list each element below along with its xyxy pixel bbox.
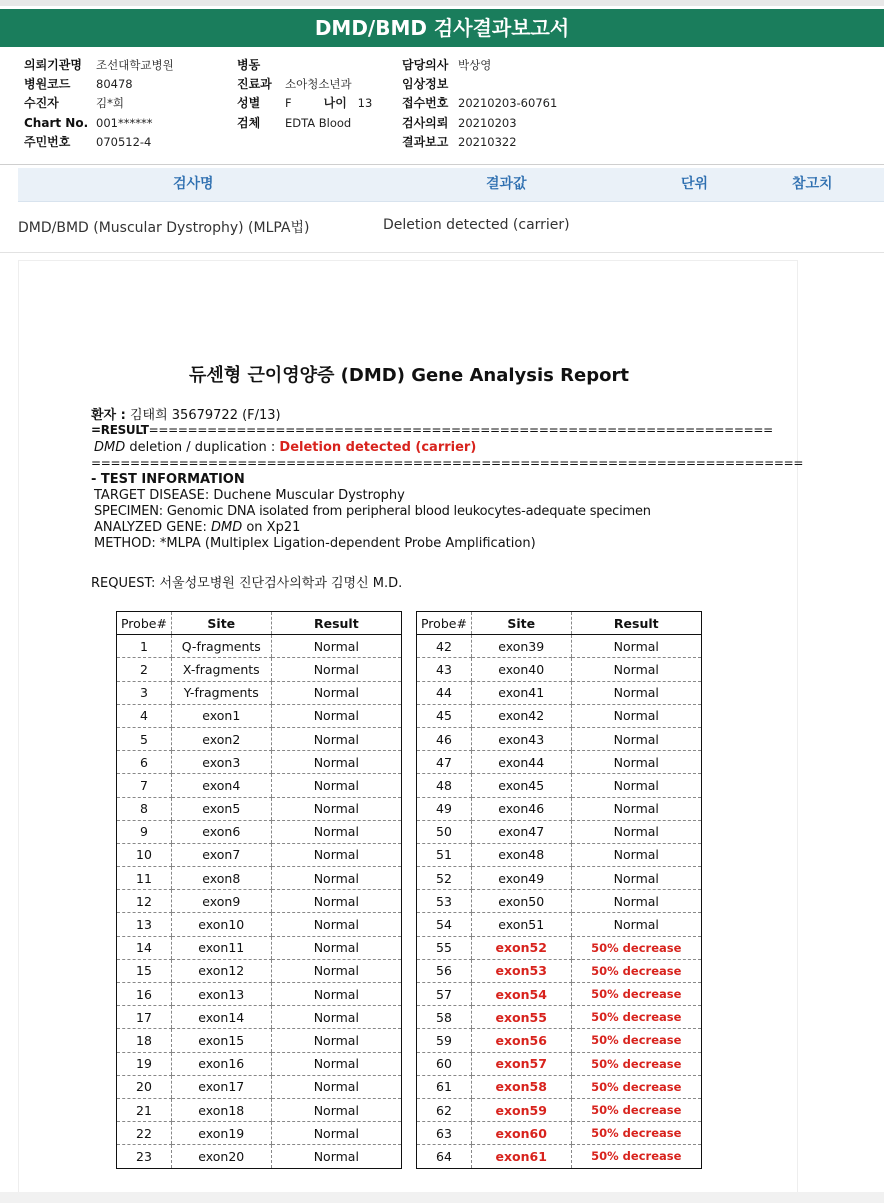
probe-number-cell: 20: [117, 1075, 172, 1098]
site-cell: exon49: [471, 867, 571, 890]
probe-number-cell: 14: [117, 936, 172, 959]
probe-number-cell: 22: [117, 1122, 172, 1145]
result-cell: Normal: [271, 681, 401, 704]
probe-number-cell: 44: [417, 681, 472, 704]
result-line: [94, 440, 476, 455]
method: METHOD: *MLPA (Multiplex Ligation-dependent Probe Amplification): [94, 536, 536, 551]
result-rule-line: [91, 423, 773, 437]
info-label: 검체: [237, 115, 261, 130]
specimen: SPECIMEN: Genomic DNA isolated from peripheral blood leukocytes-adequate specimen: [94, 504, 651, 519]
probe-row: [117, 959, 402, 982]
probe-row: [117, 913, 402, 936]
result-cell: Normal: [271, 1029, 401, 1052]
probe-number-cell: 59: [417, 1029, 472, 1052]
result-cell: 50% decrease: [571, 983, 701, 1006]
probe-number-cell: 53: [417, 890, 472, 913]
result-cell: 50% decrease: [571, 1075, 701, 1098]
site-cell: exon47: [471, 820, 571, 843]
site-cell: exon45: [471, 774, 571, 797]
site-cell: exon15: [171, 1029, 271, 1052]
divider: [0, 252, 884, 253]
result-cell: Normal: [571, 658, 701, 681]
result-cell: 50% decrease: [571, 1029, 701, 1052]
site-cell: exon56: [471, 1029, 571, 1052]
info-label: 결과보고: [402, 134, 449, 149]
result-cell: 50% decrease: [571, 959, 701, 982]
probe-table-right: [416, 611, 702, 1169]
col-header: Probe#: [117, 612, 172, 635]
site-cell: exon54: [471, 983, 571, 1006]
result-cell: Normal: [571, 774, 701, 797]
info-label: 수진자: [24, 96, 59, 111]
result-cell: Normal: [271, 635, 401, 658]
probe-number-cell: 47: [417, 751, 472, 774]
site-cell: exon3: [171, 751, 271, 774]
probe-number-cell: 2: [117, 658, 172, 681]
info-label: 의뢰기관명: [24, 58, 82, 72]
result-line-text: deletion / duplication :: [125, 440, 280, 455]
probe-number-cell: 23: [117, 1145, 172, 1168]
probe-number-cell: 49: [417, 797, 472, 820]
probe-row: [117, 1029, 402, 1052]
site-cell: exon46: [471, 797, 571, 820]
result-cell: 50% decrease: [571, 936, 701, 959]
request: REQUEST: 서울성모병원 진단검사의학과 김명신 M.D.: [91, 576, 403, 591]
info-label: Chart No.: [24, 115, 89, 130]
probe-row: [117, 867, 402, 890]
result-value-cell: Deletion detected (carrier): [383, 217, 570, 233]
result-table-header: [18, 168, 884, 202]
probe-number-cell: 8: [117, 797, 172, 820]
probe-row: [417, 1145, 702, 1168]
info-value: 20210203: [458, 115, 517, 130]
result-cell: Normal: [271, 774, 401, 797]
probe-row: [417, 867, 702, 890]
probe-row: [117, 681, 402, 704]
probe-row: [417, 936, 702, 959]
probe-row: [417, 1122, 702, 1145]
result-cell: Normal: [571, 843, 701, 866]
result-cell: Normal: [271, 867, 401, 890]
col-header: Result: [571, 612, 701, 635]
probe-row: [417, 890, 702, 913]
probe-row: [117, 936, 402, 959]
result-cell: 50% decrease: [571, 1052, 701, 1075]
result-cell: Normal: [271, 983, 401, 1006]
result-cell: Normal: [271, 797, 401, 820]
probe-number-cell: 1: [117, 635, 172, 658]
probe-number-cell: 50: [417, 820, 472, 843]
result-cell: Normal: [271, 727, 401, 750]
site-cell: exon12: [171, 959, 271, 982]
site-cell: exon60: [471, 1122, 571, 1145]
result-cell: Normal: [271, 1006, 401, 1029]
top-border: [0, 0, 884, 6]
result-cell: Normal: [571, 727, 701, 750]
gene-name: DMD: [210, 520, 243, 535]
test-name-cell: DMD/BMD (Muscular Dystrophy) (MLPA법): [18, 220, 310, 236]
site-cell: exon10: [171, 913, 271, 936]
attached-report: [18, 260, 804, 1203]
site-cell: exon42: [471, 704, 571, 727]
result-cell: Normal: [571, 867, 701, 890]
probe-number-cell: 43: [417, 658, 472, 681]
probe-number-cell: 60: [417, 1052, 472, 1075]
site-cell: exon59: [471, 1098, 571, 1121]
probe-number-cell: 58: [417, 1006, 472, 1029]
site-cell: exon4: [171, 774, 271, 797]
info-value: EDTA Blood: [285, 115, 352, 130]
info-value: 김*희: [96, 96, 124, 111]
probe-row: [117, 1052, 402, 1075]
col-header: Site: [171, 612, 271, 635]
result-cell: Normal: [271, 843, 401, 866]
probe-number-cell: 15: [117, 959, 172, 982]
probe-number-cell: 17: [117, 1006, 172, 1029]
age-value: 13: [357, 96, 373, 111]
result-cell: Normal: [571, 820, 701, 843]
site-cell: exon50: [471, 890, 571, 913]
probe-row: [117, 751, 402, 774]
info-label: 접수번호: [402, 96, 449, 111]
result-cell: Normal: [271, 936, 401, 959]
analyzed-suffix: on Xp21: [242, 520, 301, 535]
site-cell: exon16: [171, 1052, 271, 1075]
info-value: 20210322: [458, 134, 517, 149]
site-cell: exon48: [471, 843, 571, 866]
site-cell: Q-fragments: [171, 635, 271, 658]
result-cell: Normal: [271, 658, 401, 681]
result-cell: Normal: [271, 1098, 401, 1121]
site-cell: exon57: [471, 1052, 571, 1075]
header-result: 결과값: [486, 176, 527, 192]
probe-row: [417, 704, 702, 727]
analyzed-gene-line: [94, 520, 300, 535]
probe-row: [417, 635, 702, 658]
result-label: =RESULT: [91, 423, 149, 437]
probe-row: [117, 1098, 402, 1121]
probe-row: [417, 1075, 702, 1098]
site-cell: exon43: [471, 727, 571, 750]
col-header: Site: [471, 612, 571, 635]
result-cell: Normal: [571, 751, 701, 774]
probe-number-cell: 51: [417, 843, 472, 866]
probe-row: [417, 751, 702, 774]
info-value: 박상영: [458, 58, 492, 72]
probe-number-cell: 11: [117, 867, 172, 890]
site-cell: exon6: [171, 820, 271, 843]
site-cell: exon61: [471, 1145, 571, 1168]
site-cell: exon20: [171, 1145, 271, 1168]
gene-name: DMD: [94, 440, 126, 455]
probe-number-cell: 21: [117, 1098, 172, 1121]
probe-number-cell: 5: [117, 727, 172, 750]
probe-number-cell: 19: [117, 1052, 172, 1075]
probe-row: [117, 1122, 402, 1145]
site-cell: exon58: [471, 1075, 571, 1098]
probe-number-cell: 63: [417, 1122, 472, 1145]
result-cell: Normal: [271, 1052, 401, 1075]
site-cell: exon7: [171, 843, 271, 866]
site-cell: exon14: [171, 1006, 271, 1029]
result-cell: Normal: [271, 913, 401, 936]
probe-row: [117, 1145, 402, 1168]
probe-number-cell: 16: [117, 983, 172, 1006]
divider: [0, 164, 884, 165]
info-label: 담당의사: [402, 58, 449, 72]
site-cell: exon41: [471, 681, 571, 704]
info-label: 주민번호: [24, 134, 71, 149]
probe-row: [417, 681, 702, 704]
analyzed-prefix: ANALYZED GENE:: [94, 520, 211, 535]
result-table-row[interactable]: [0, 203, 884, 253]
info-label: 임상정보: [402, 77, 449, 92]
result-cell: Normal: [271, 704, 401, 727]
report-title-bar: DMD/BMD 검사결과보고서: [0, 9, 884, 47]
result-cell: 50% decrease: [571, 1098, 701, 1121]
info-label: 병원코드: [24, 77, 71, 92]
result-value: Deletion detected (carrier): [279, 440, 477, 455]
probe-number-cell: 4: [117, 704, 172, 727]
result-cell: Normal: [271, 1075, 401, 1098]
probe-row: [117, 704, 402, 727]
probe-number-cell: 42: [417, 635, 472, 658]
site-cell: exon51: [471, 913, 571, 936]
probe-number-cell: 7: [117, 774, 172, 797]
site-cell: exon11: [171, 936, 271, 959]
result-cell: Normal: [571, 797, 701, 820]
site-cell: Y-fragments: [171, 681, 271, 704]
patient-value: 김태희 35679722 (F/13): [129, 408, 281, 423]
probe-number-cell: 12: [117, 890, 172, 913]
rule: ================================================================: [148, 423, 773, 437]
probe-row: [417, 1052, 702, 1075]
probe-row: [417, 913, 702, 936]
probe-number-cell: 45: [417, 704, 472, 727]
probe-number-cell: 10: [117, 843, 172, 866]
probe-row: [117, 635, 402, 658]
site-cell: exon2: [171, 727, 271, 750]
site-cell: exon53: [471, 959, 571, 982]
col-header: Result: [271, 612, 401, 635]
result-cell: 50% decrease: [571, 1122, 701, 1145]
probe-row: [117, 890, 402, 913]
info-value: 070512-4: [96, 134, 152, 149]
probe-row: [117, 658, 402, 681]
probe-number-cell: 57: [417, 983, 472, 1006]
site-cell: X-fragments: [171, 658, 271, 681]
probe-row: [417, 959, 702, 982]
probe-row: [417, 843, 702, 866]
probe-row: [417, 727, 702, 750]
info-value: 001******: [96, 115, 153, 130]
site-cell: exon44: [471, 751, 571, 774]
info-value: 80478: [96, 77, 133, 92]
probe-number-cell: 62: [417, 1098, 472, 1121]
bottom-border: [0, 1192, 884, 1203]
site-cell: exon39: [471, 635, 571, 658]
header-unit: 단위: [681, 176, 709, 192]
site-cell: exon17: [171, 1075, 271, 1098]
probe-row: [417, 774, 702, 797]
patient-line: [91, 404, 281, 423]
info-value: 20210203-60761: [458, 96, 558, 111]
result-cell: Normal: [571, 635, 701, 658]
probe-row: [417, 658, 702, 681]
probe-row: [417, 1029, 702, 1052]
probe-number-cell: 9: [117, 820, 172, 843]
probe-number-cell: 64: [417, 1145, 472, 1168]
result-cell: 50% decrease: [571, 1145, 701, 1168]
probe-number-cell: 13: [117, 913, 172, 936]
info-label: 성별: [237, 96, 261, 111]
header-test-name: 검사명: [173, 176, 214, 192]
header-reference: 참고치: [792, 176, 833, 192]
report-title: 듀센형 근이영양증 (DMD) Gene Analysis Report: [189, 365, 629, 386]
probe-number-cell: 18: [117, 1029, 172, 1052]
probe-number-cell: 56: [417, 959, 472, 982]
info-column-1: [24, 56, 174, 152]
info-column-3: [402, 56, 557, 152]
probe-row: [117, 727, 402, 750]
site-cell: exon19: [171, 1122, 271, 1145]
result-cell: Normal: [271, 1145, 401, 1168]
age-label: 나이: [323, 96, 347, 111]
info-value: 조선대학교병원: [96, 58, 174, 72]
probe-number-cell: 46: [417, 727, 472, 750]
info-column-2: [237, 56, 372, 133]
probe-row: [417, 983, 702, 1006]
probe-row: [117, 774, 402, 797]
site-cell: exon5: [171, 797, 271, 820]
probe-row: [117, 1006, 402, 1029]
site-cell: exon8: [171, 867, 271, 890]
probe-row: [417, 1006, 702, 1029]
probe-table-left: [116, 611, 402, 1169]
rule: =========================================================================: [91, 456, 804, 470]
result-cell: Normal: [271, 820, 401, 843]
result-cell: Normal: [571, 890, 701, 913]
probe-row: [117, 843, 402, 866]
patient-label: 환자 :: [91, 408, 126, 423]
probe-row: [117, 983, 402, 1006]
result-cell: Normal: [271, 1122, 401, 1145]
probe-row: [117, 820, 402, 843]
probe-number-cell: 61: [417, 1075, 472, 1098]
probe-number-cell: 3: [117, 681, 172, 704]
probe-row: [117, 1075, 402, 1098]
result-cell: Normal: [571, 681, 701, 704]
info-value: 소아청소년과: [285, 77, 352, 92]
site-cell: exon9: [171, 890, 271, 913]
probe-number-cell: 52: [417, 867, 472, 890]
probe-row: [417, 797, 702, 820]
result-cell: Normal: [271, 890, 401, 913]
probe-number-cell: 55: [417, 936, 472, 959]
probe-number-cell: 48: [417, 774, 472, 797]
result-cell: Normal: [271, 751, 401, 774]
result-cell: 50% decrease: [571, 1006, 701, 1029]
site-cell: exon1: [171, 704, 271, 727]
site-cell: exon40: [471, 658, 571, 681]
probe-number-cell: 6: [117, 751, 172, 774]
info-label: 진료과: [237, 77, 272, 92]
probe-number-cell: 54: [417, 913, 472, 936]
result-cell: Normal: [571, 913, 701, 936]
probe-row: [117, 797, 402, 820]
info-label: 검사의뢰: [402, 115, 449, 130]
site-cell: exon52: [471, 936, 571, 959]
info-value: F: [285, 96, 292, 111]
site-cell: exon55: [471, 1006, 571, 1029]
target-disease: TARGET DISEASE: Duchene Muscular Dystrophy: [94, 488, 405, 503]
result-cell: Normal: [571, 704, 701, 727]
site-cell: exon13: [171, 983, 271, 1006]
probe-row: [417, 1098, 702, 1121]
test-info-heading: - TEST INFORMATION: [91, 472, 245, 487]
info-label: 병동: [237, 58, 261, 72]
site-cell: exon18: [171, 1098, 271, 1121]
result-cell: Normal: [271, 959, 401, 982]
probe-row: [417, 820, 702, 843]
col-header: Probe#: [417, 612, 472, 635]
